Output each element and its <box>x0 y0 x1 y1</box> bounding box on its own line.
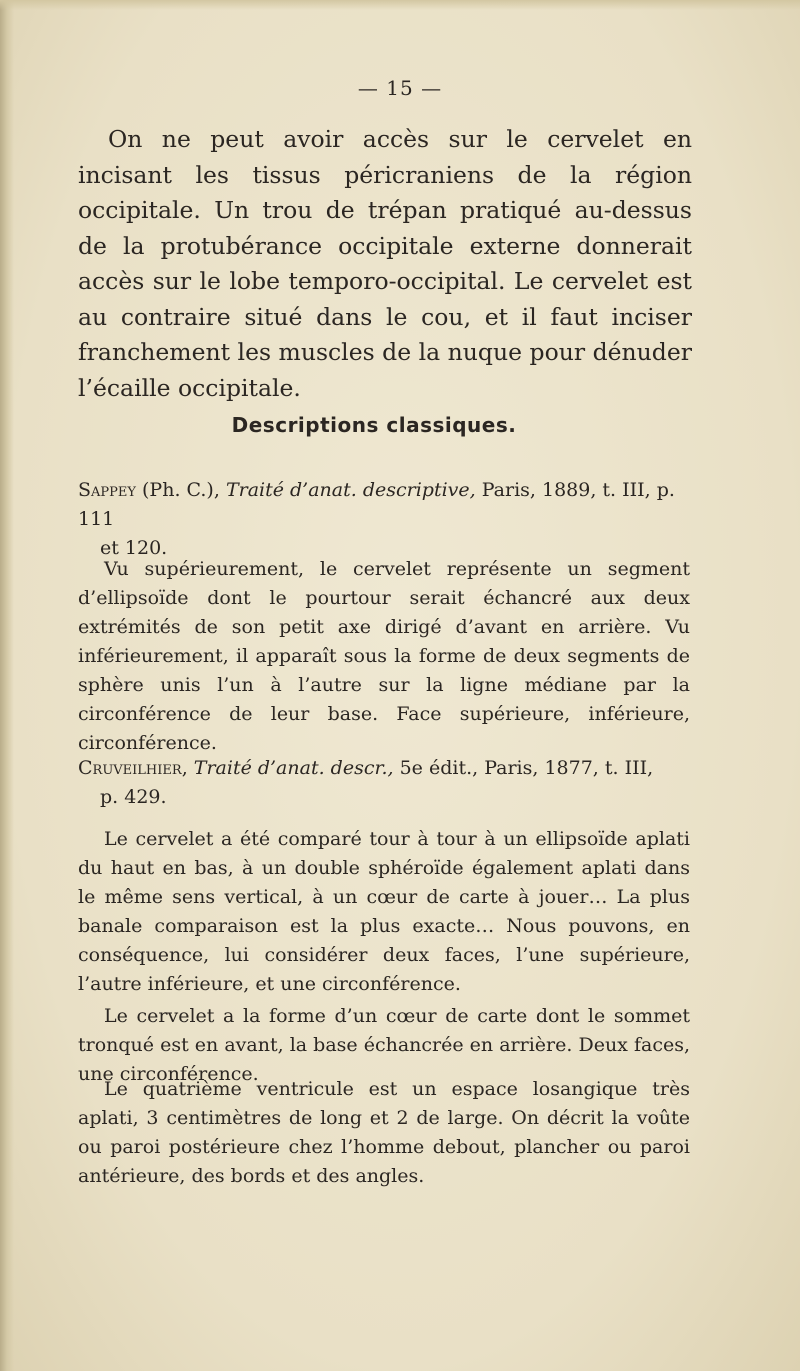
reference-details: 5e édit., Paris, 1877, t. III, <box>393 757 654 779</box>
reference-cruveilhier <box>78 754 690 812</box>
reference-continuation: et 120. <box>100 537 168 559</box>
cruveilhier-description-1 <box>78 825 690 999</box>
cruveilhier-description-2-text: Le cervelet a la forme d’un cœur de carte dont le sommet tronqué est en avant, la base échancrée en arrière. Deux faces, une circonférence. <box>78 1005 690 1085</box>
intro-paragraph-text: On ne peut avoir accès sur le cervelet en incisant les tissus péricraniens de la région occipitale. Un trou de trépan pratiqué au-dessus de la protubérance occipitale externe donnerait accès sur le lobe temporo-occipital. Le cervelet est au contraire situé dans le cou, et il faut inciser franchement les muscles de la nuque pour dénuder l’écaille occipitale. <box>78 125 692 402</box>
reference-author: Sappey <box>78 479 136 501</box>
cruveilhier-description-1-text: Le cervelet a été comparé tour à tour à un ellipsoïde aplati du haut en bas, à un double sphéroïde également aplati dans le même sens vertical, à un cœur de carte à jouer… La plus banale comparaison est la plus exacte… Nous pouvons, en conséquence, lui considérer deux faces, l’une supérieure, l’autre inférieure, et une circonférence. <box>78 828 690 995</box>
page-number: — 15 — <box>357 76 443 100</box>
reference-continuation: p. 429. <box>100 786 167 808</box>
page-top-shadow <box>0 0 800 10</box>
section-heading: Descriptions classiques. <box>231 413 517 437</box>
reference-prefix: , <box>181 757 194 779</box>
reference-author: Cruveilhier <box>78 757 182 779</box>
reference-work-title: Traité d’anat. descr., <box>193 757 394 779</box>
sappey-description-text: Vu supérieurement, le cervelet représente un segment d’ellipsoïde dont le pourtour serait échancré aux deux extrémités de son petit axe dirigé d’avant en arrière. Vu inférieurement, il apparaît sous la forme de deux segments de sphère unis l’un à l’autre sur la ligne médiane par la circonférence de leur base. Face supérieure, inférieure, circonférence. <box>78 558 690 754</box>
intro-paragraph <box>78 122 692 406</box>
cruveilhier-description-3 <box>78 1075 690 1191</box>
reference-details: Paris, 1889, t. III, p. 111 <box>78 479 675 530</box>
page-edge-shadow <box>0 0 14 1371</box>
cruveilhier-description-3-text: Le quatrième ventricule est un espace losangique très aplati, 3 centimètres de long et 2 de large. On décrit la voûte ou paroi postérieure chez l’homme debout, plancher ou paroi antérieure, des bords et des angles. <box>78 1078 690 1187</box>
reference-sappey <box>78 476 690 563</box>
sappey-description <box>78 555 690 758</box>
reference-prefix: (Ph. C.), <box>135 479 226 501</box>
reference-work-title: Traité d’anat. descriptive, <box>225 479 476 501</box>
